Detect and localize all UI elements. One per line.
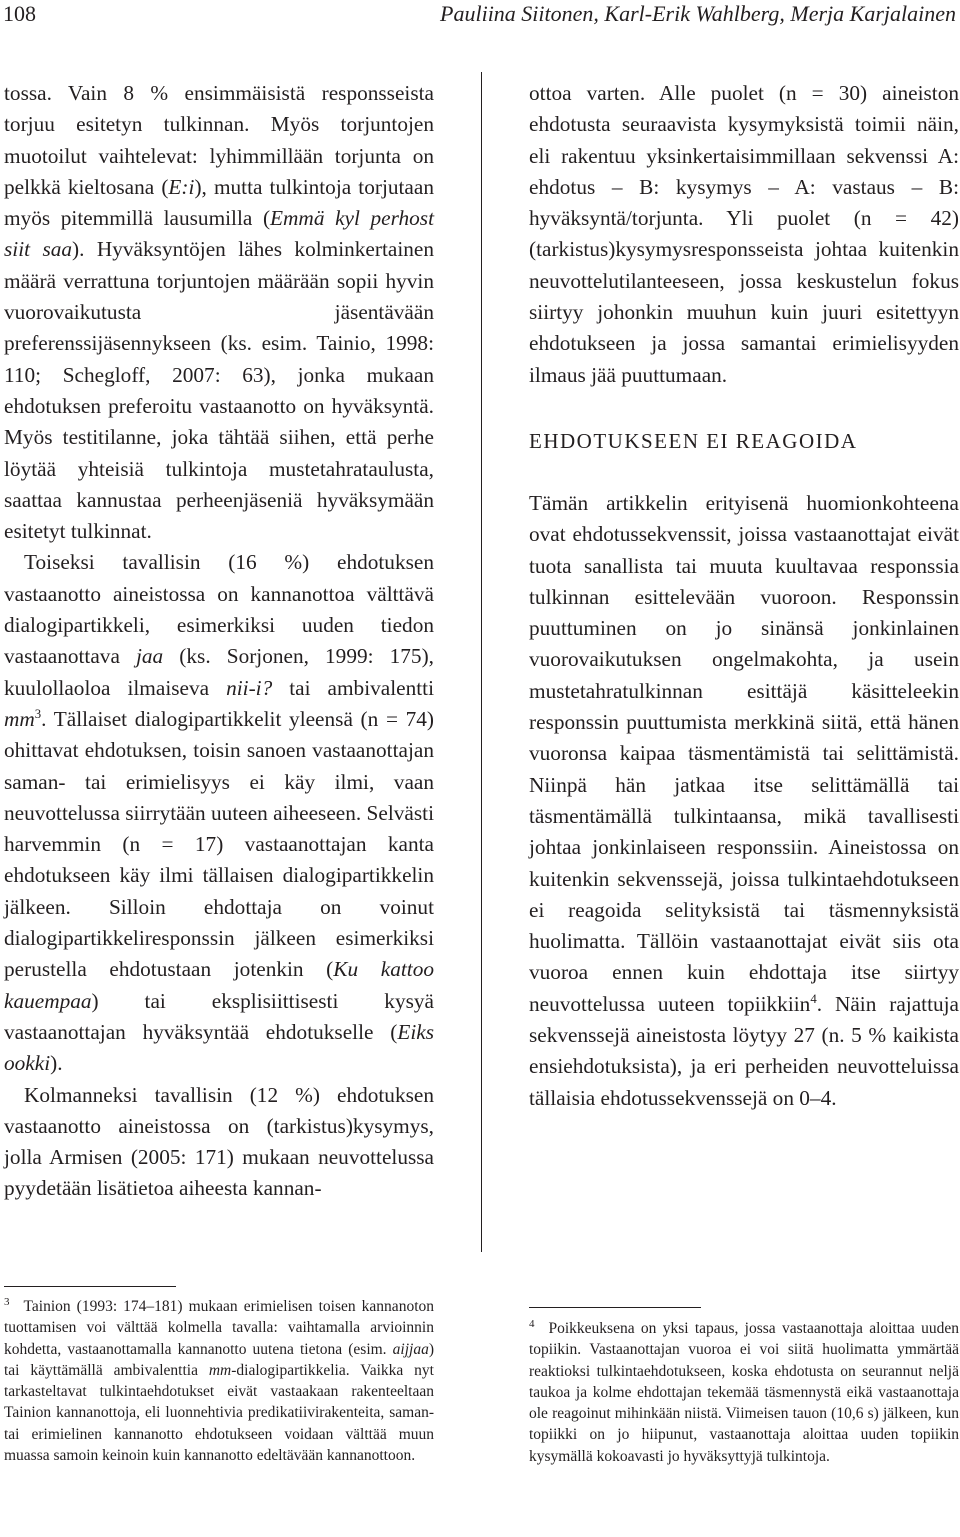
- paragraph: Toiseksi tavallisin (16 %) ehdotuksen vastaanotto aineistossa on kannanottoa välttävä dialogipartikkeli, esimerkiksi uuden tiedon vastaanottava jaa (ks. Sorjonen, 1999: 175), kuulollaoloa ilmaiseva nii-i? tai ambivalentti $mm^3$. Tällaiset dialogipartikkelit yleensä (n = 74) ohittavat ehdotuksen, toisin sanoen vastaanottajan saman- tai erimielisyys ei käy ilmi, vaan neuvottelussa siirrytään uuteen aiheeseen. Selvästi harvemmin (n = 17) vastaanottajan kanta ehdotukseen käy ilmi tällaisen dialogipartikkelin jälkeen. Silloin ehdottaja on voinut dialogipartikkeliresponssin jälkeen esimerkiksi perustella ehdotustaan jotenkin (Ku kattoo kauempaa) tai eksplisiittisesti kysyä vastaanottajan hyväksyntää ehdotukselle (Eiks ookki).: [4, 550, 434, 1076]
- example-utterance: nii-i?: [226, 675, 273, 700]
- running-head-authors: Pauliina Siitonen, Karl-Erik Wahlberg, Merja Karjalainen: [440, 1, 956, 26]
- example-utterance: Emmä kyl perhost siit saa: [4, 206, 434, 262]
- footnote-4: $^4$ Poikkeuksena on yksi tapaus, jossa vastaanottaja aloittaa uuden topiikin. Vastaanottajan vuoroa ei voi siitä huolimatta ymmärtää reaktioksi tulkintaehdotukseen, koska ehdotusta on seurannut neljä taukoa ja kolme ehdottajan tekemää täsmennystä eikä vastaanottaja ole reagoinut mihinkään niistä. Viimeisen tauon (10,6 s) jälkeen, kun topiikki on jo hiipunut, vastaanottaja aloittaa uuden topiikin kysymällä kokoavasti jo hyväksyttyjä tulkintoja.: [529, 1317, 959, 1465]
- paragraph: Tämän artikkelin erityisenä huomionkohteena ovat ehdotussekvenssit, joissa vastaanottajat eivät tuota sanallista tai muuta kuultavaa responssia tulkinnan esittelevään vuoroon. Responssin puuttuminen on jo sinänsä jonkinlainen vuorovaikutuksen ongelmakohta, ja usein mustetahratulkinnan esittäjä käsitteleekin responssin puuttumista merkkinä siitä, että hänen vuoronsa kaipaa täsmentämistä tai selittämistä. Niinpä hän jatkaa itse selittämällä tai täsmentämällä tulkintaansa, mikä tavallisesti johtaa jonkinlaiseen responssiin. Aineistossa on kuitenkin sekvenssejä, joissa tulkintaehdotukseen ei reagoida selityksistä tai täsmennyksistä huolimatta. Tällöin vastaanottajat eivät siis ota vuoroa ennen kuin ehdottaja itse siirtyy neuvottelussa uuteen topiikkiin$^4$. Näin rajattuja sekvenssejä aineistosta löytyy 27 (n. 5 % kaikista ensiehdotuksista), ja eri perheiden neuvotteluissa tällaisia ehdotussekvenssejä on 0–4.: [529, 490, 960, 1110]
- example-utterance: E:i: [168, 174, 195, 199]
- footnote-3: $^3$ Tainion (1993: 174–181) mukaan erimielisen toisen kannanoton tuottamisen voi välttää kolmella tavalla: vaihtamalla arvioinnin kohdetta, vastaanottamalla kannanotto uutena tietona (esim. aijjaa) tai käyttämällä ambivalenttia mm-dialogipartikkelia. Vaikka nyt tarkasteltavat tulkintaehdotukset eivät vastaakaan rakenteeltaan Tainion kannanottoja, eli luonnehtivia predikatiivirakenteita, saman- tai erimielinen kannanotto ehdotukseen voidaan välttää muun muassa samoin keinoin kuin kannanotto edeltävään kannanottoon.: [4, 1295, 434, 1465]
- footnote-reference[interactable]: 3: [34, 706, 42, 721]
- paragraph: ottoa varten. Alle puolet (n = 30) aineiston ehdotusta seuraavista kysymyksistä toimii näin, eli rakentuu yksinkertaisimmillaan sekvenssi A: ehdotus – B: kysymys – A: vastaus – B: hyväksyntä/torjunta. Yli puolet (n = 42) (tarkistus)kysymysresponsseista johtaa kuitenkin neuvottelutilanteeseen, jossa keskustelun fokus siirtyy johonkin muuhun kuin juuri esitettyyn ehdotukseen ja jossa samantai erimielisyyden ilmaus jää puuttumaan.: [529, 81, 959, 387]
- paragraph: tossa. Vain 8 % ensimmäisistä responsseista torjuu esitetyn tulkinnan. Myös torjuntojen muotoilut vaihtelevat: lyhimmillään torjunta on pelkkä kieltosana (E:i), mutta tulkintoja torjutaan myös pitemmillä lausumilla (Emmä kyl perhost siit saa). Hyväksyntöjen lähes kolminkertainen määrä verrattuna torjuntojen määrään sopii hyvin vuorovaikutusta jäsentävään preferenssijäsennykseen (ks. esim. Tainio, 1998: 110; Schegloff, 2007: 63), jonka mukaan ehdotuksen preferoitu vastaanotto on hyväksyntä. Myös testitilanne, joka tähtää siihen, että perhe löytää yhteisiä tulkintoja mustetahrataulusta, saattaa kannustaa perheenjäseniä hyväksymään esitetyt tulkinnat.: [4, 81, 434, 544]
- footnote-marker: 3: [4, 1295, 10, 1308]
- left-column: [4, 78, 434, 1205]
- running-head: [0, 0, 960, 30]
- footnote-marker: 4: [529, 1317, 535, 1330]
- right-column: [529, 78, 959, 1114]
- section-heading: EHDOTUKSEEN EI REAGOIDA: [529, 428, 858, 453]
- example-utterance: jaa: [135, 644, 164, 669]
- footnote-separator: [529, 1307, 701, 1308]
- paragraph: Kolmanneksi tavallisin (12 %) ehdotuksen vastaanotto aineistossa on (tarkistus)kysymys, jolla Armisen (2005: 171) mukaan neuvottelussa pyydetään lisätietoa aiheesta kannan-: [4, 1082, 434, 1201]
- footnote-separator: [4, 1286, 176, 1287]
- example-utterance: Ku kattoo kauempaa: [4, 957, 434, 1013]
- example-utterance: mm: [4, 706, 35, 731]
- page-number: 108: [3, 1, 36, 26]
- example-utterance: Eiks ookki: [4, 1019, 434, 1076]
- column-divider: [481, 72, 482, 1252]
- footnote-reference[interactable]: 4: [810, 991, 817, 1006]
